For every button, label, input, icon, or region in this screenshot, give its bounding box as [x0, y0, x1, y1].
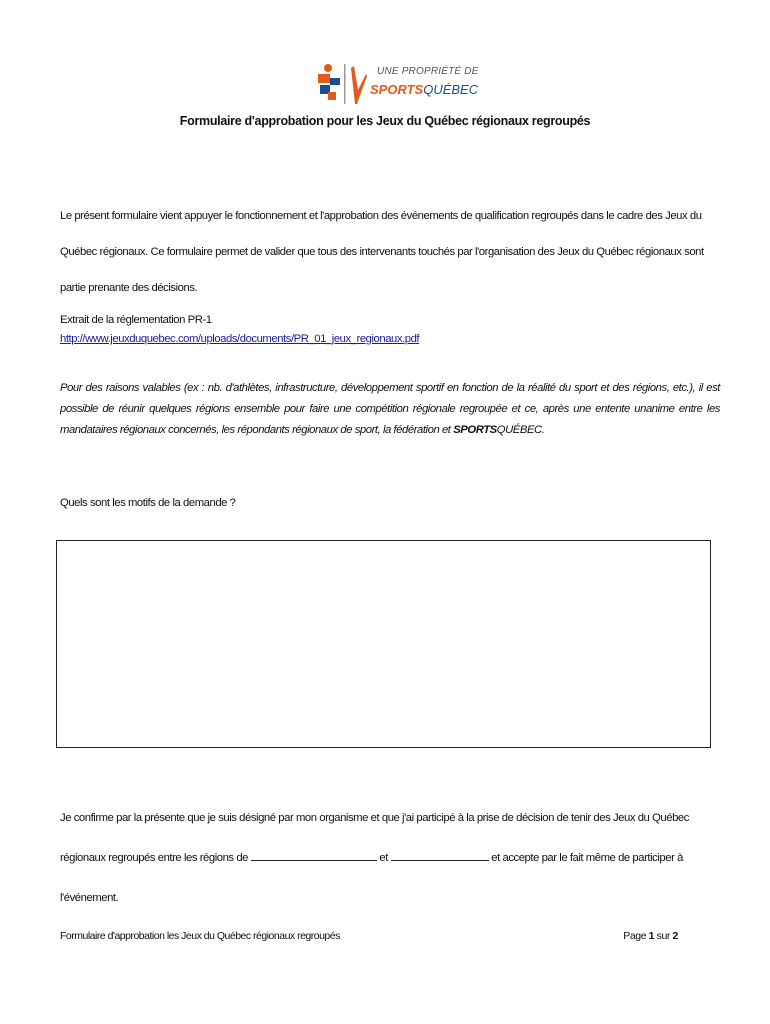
footer-title: Formulaire d'approbation les Jeux du Québec régionaux regroupés: [60, 930, 340, 942]
region-blank-1[interactable]: [251, 848, 377, 861]
sports-quebec-logo: [314, 60, 479, 110]
page-prefix: Page: [623, 930, 649, 942]
page-total: 2: [672, 930, 678, 942]
rule-paragraph: [60, 378, 720, 441]
confirmation-paragraph: [60, 798, 720, 918]
rule-brand-sports: SPORTS: [453, 424, 497, 436]
page-current: 1: [648, 930, 655, 942]
logo-brand-sports: SPORTS: [370, 82, 424, 97]
page-sep: sur: [654, 930, 673, 942]
rule-brand-quebec: QUÉBEC.: [496, 424, 545, 436]
logo-brand-quebec: QUÉBEC: [423, 82, 479, 97]
regulation-link[interactable]: http://www.jeuxduquebec.com/uploads/documents/PR_01_jeux_regionaux.pdf: [60, 333, 420, 345]
motives-answer-box[interactable]: [56, 540, 711, 748]
extract-label: Extrait de la réglementation PR-1: [60, 314, 212, 326]
jeux-du-quebec-mark-icon: [314, 60, 370, 110]
logo-brand: [370, 82, 478, 97]
logo-tagline: UNE PROPRIÉTÉ DE: [377, 66, 479, 77]
page-title: Formulaire d'approbation pour les Jeux du Québec régionaux regroupés: [179, 114, 591, 128]
confirm-text-2: et: [376, 852, 391, 864]
intro-paragraph: Le présent formulaire vient appuyer le fonctionnement et l'approbation des événements de qualification regroupés dans le cadre des Jeux du Québec régionaux. Ce formulaire permet de valider que tous des intervenants touchés par l'organisation des Jeux du Québec régionaux sont partie prenante des décisions.: [60, 210, 704, 294]
region-blank-2[interactable]: [391, 848, 489, 861]
confirm-text-3: et accepte par le fait même de participer à l'événement.: [60, 852, 683, 904]
rule-text: Pour des raisons valables (ex : nb. d'athlètes, infrastructure, développement sportif en fonction de la réalité du sport et des régions, etc.), il est possible de réunir quelques régions ensemble pour faire une compétition régionale regroupée et ce, après une entente unanime entre les mandataires régionaux concernés, les répondants régionaux de sport, la fédération et: [60, 382, 720, 436]
motives-question: Quels sont les motifs de la demande ?: [60, 497, 236, 509]
page-number: [623, 930, 678, 942]
confirm-text-1: Je confirme par la présente que je suis désigné par mon organisme et que j'ai participé à la prise de décision de tenir des Jeux du Québec régionaux regroupés entre les régions de: [60, 812, 689, 864]
